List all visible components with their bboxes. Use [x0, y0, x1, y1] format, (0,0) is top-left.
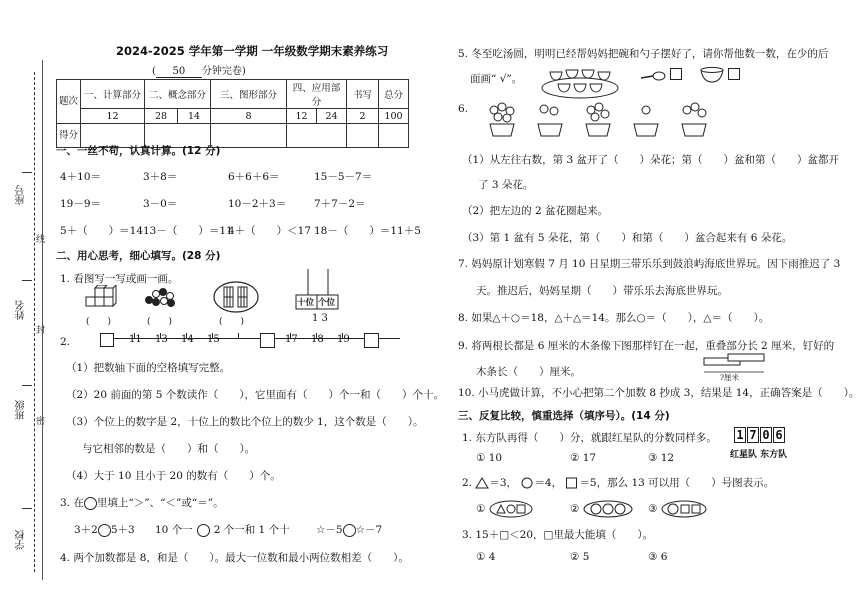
cubes-picture — [84, 285, 118, 311]
name-underline — [22, 280, 32, 281]
seal-mark-seal: 封 — [36, 326, 46, 336]
col-figure: 三、图形部分 — [211, 80, 287, 109]
q3-compare-2: 10 个一 2 个一和 1 个十 — [155, 524, 290, 536]
q8-text: 8. 如果△＋○＝18，△＋△＝14。那么○＝（ ），△＝（ ）。 — [458, 312, 770, 324]
stick-bundles-picture — [212, 280, 260, 314]
seat-number-label: 座号 — [16, 185, 27, 205]
s3-q2-option-1[interactable]: ① — [476, 500, 533, 518]
calc-item: 3－0＝ — [143, 198, 178, 210]
answer-paren: ( ) — [219, 317, 245, 327]
class-label: 班级 — [16, 400, 27, 420]
number-line-label: 11 — [129, 334, 142, 345]
score-table — [56, 79, 409, 148]
calc-item: 5＋（ ）＝14 — [60, 225, 144, 237]
s3-q2-option-3[interactable]: ③ — [648, 500, 707, 518]
margin-line — [42, 60, 43, 580]
score-entry[interactable] — [211, 124, 287, 148]
q5-text: 5. 冬至吃汤圆，明明已经帮妈妈把碗和勺子摆好了，请你帮他数一数，在少的后 — [458, 48, 829, 60]
scoreboard-label: 红星队 东方队 — [730, 450, 788, 460]
calc-item: 18－（ ）＝11＋5 — [314, 225, 421, 237]
s3-q2-option-2[interactable]: ② — [570, 500, 633, 518]
q2-item-1: （1）把数轴下面的空格填写完整。 — [66, 362, 231, 374]
s3-q3-option[interactable]: ① 4 — [476, 551, 496, 563]
q2-item-2: （2）20 前面的第 5 个数读作（ ），它里面有（ ）个一和（ ）个十。 — [66, 389, 444, 401]
triangle-icon — [475, 477, 489, 489]
beads-picture — [144, 286, 176, 308]
number-blank-box[interactable] — [260, 333, 275, 348]
scoreboard-digit: 0 — [760, 427, 772, 443]
s3-q3-option[interactable]: ② 5 — [570, 551, 590, 563]
s3-q1-option[interactable]: ③ 12 — [648, 452, 675, 464]
calc-item: 6＋6＋6＝ — [228, 171, 280, 183]
calc-item: 4＋（ ）＜17 — [228, 225, 312, 237]
q9-text: 9. 将两根长都是 6 厘米的木条像下图那样钉在一起，重叠部分长 2 厘米，钉好的 — [458, 340, 835, 352]
scoreboard-digit: 1 — [734, 427, 746, 443]
answer-paren: ( ) — [147, 317, 173, 327]
q2-item-3b: 与它相邻的数是（ ）和（ ）。 — [82, 443, 256, 455]
scoreboard-digit: 6 — [773, 427, 785, 443]
number-line-label: 14 — [181, 334, 194, 345]
number-blank-box[interactable] — [100, 333, 114, 347]
calc-item: 3＋8＝ — [143, 171, 178, 183]
bowls-tray-picture — [540, 64, 620, 100]
time-limit: ( 50 分钟完卷) — [152, 66, 246, 77]
wood-length-label: ?厘米 — [720, 373, 740, 382]
s3-q1-text: 1. 东方队再得（ ）分，就跟红星队的分数同样多。 — [462, 432, 717, 444]
points-cell: 12 — [287, 109, 317, 124]
score-entry[interactable] — [347, 124, 379, 148]
q2-item-4: （4）大于 10 且小于 20 的数有（ ）个。 — [66, 470, 281, 482]
points-cell: 8 — [211, 109, 287, 124]
s3-q2-text: 2. ＝3， ＝4， ＝5，那么 13 可以用（ ）号图表示。 — [462, 477, 775, 489]
check-box-spoon[interactable] — [670, 68, 682, 80]
shapes-option-3-icon — [661, 500, 707, 518]
row-header-score: 得分 — [57, 124, 81, 148]
time-limit-value: 50 — [156, 66, 202, 78]
points-cell: 2 — [347, 109, 379, 124]
points-cell: 100 — [379, 109, 409, 124]
q6-item-1: （1）从左往右数，第 3 盆开了（ ）朵花；第（ ）盆和第（ ）盆都开 — [462, 154, 840, 166]
bowl-icon — [700, 66, 724, 84]
q1-text: 1. 看图写一写或画一画。 — [60, 273, 179, 285]
section1-title: 一、一丝不苟，认真计算。(12 分) — [56, 145, 221, 157]
seat-underline — [22, 172, 32, 173]
q7-text: 7. 妈妈原计划寒假 7 月 10 日星期三带乐乐到鼓浪屿海底世界玩。因下雨推迟了 3 — [458, 258, 841, 270]
class-underline — [22, 385, 32, 386]
number-line-label: 15 — [207, 334, 220, 345]
seal-mark-line: 线 — [36, 235, 46, 245]
q3-compare-1: 3＋2 5＋3 — [74, 524, 135, 536]
compare-circle-example — [84, 497, 97, 510]
q3-text: 3. 在 里填上“＞”、“＜”或“＝”。 — [60, 497, 224, 509]
flower-pots-picture — [484, 102, 724, 138]
col-total: 总分 — [379, 80, 409, 109]
spoon-icon — [640, 68, 666, 84]
number-line-label: 19 — [337, 334, 350, 345]
abacus-value: 1 3 — [312, 313, 328, 324]
calc-item: 13－（ ）＝11 — [143, 225, 233, 237]
q10-text: 10. 小马虎做计算，不小心把第二个加数 8 抄成 3，结果是 14，正确答案是（ ）。 — [458, 387, 860, 399]
q7-text-b: 天。推迟后，妈妈星期（ ）带乐乐去海底世界玩。 — [476, 285, 728, 297]
col-writing: 书写 — [347, 80, 379, 109]
check-box-bowl[interactable] — [728, 68, 740, 80]
calc-item: 15－5－7＝ — [314, 171, 373, 183]
q2-item-3: （3）个位上的数字是 2，十位上的数比个位上的数少 1，这个数是（ ）。 — [66, 416, 424, 428]
q2-number: 2. — [60, 336, 71, 348]
number-line — [104, 338, 400, 339]
calc-item: 7＋7－2＝ — [314, 198, 366, 210]
points-cell: 14 — [178, 109, 211, 124]
q6-number: 6. — [458, 103, 469, 115]
points-cell: 12 — [81, 109, 145, 124]
s3-q1-option[interactable]: ② 17 — [570, 452, 597, 464]
q6-item-1b: 了 3 朵花。 — [478, 179, 534, 191]
calc-item: 4＋10＝ — [60, 171, 102, 183]
name-label: 姓名 — [16, 300, 27, 320]
compare-circle[interactable] — [197, 524, 210, 537]
section2-title: 二、用心思考，细心填写。(28 分) — [56, 250, 221, 262]
square-icon — [565, 477, 579, 489]
score-entry[interactable] — [379, 124, 409, 148]
score-entry[interactable] — [287, 124, 347, 148]
compare-circle[interactable] — [343, 524, 356, 537]
q6-item-2: （2）把左边的 2 盆花圈起来。 — [462, 205, 609, 217]
number-line-label: 13 — [155, 334, 168, 345]
s3-q3-option[interactable]: ③ 6 — [648, 551, 668, 563]
number-line-tick — [238, 333, 239, 339]
section3-title: 三、反复比较，慎重选择（填序号）。(14 分) — [458, 410, 670, 422]
q5-text-b: 面画“ √”。 — [470, 73, 523, 85]
number-line-label: 17 — [285, 334, 298, 345]
compare-circle[interactable] — [98, 524, 111, 537]
answer-paren: ( ) — [86, 317, 112, 327]
scoreboard-digit: 7 — [747, 427, 759, 443]
seal-dashed-line — [34, 72, 35, 572]
scoreboard — [734, 427, 786, 443]
exam-title: 2024-2025 学年第一学期 一年级数学期末素养练习 — [116, 44, 389, 58]
q6-item-3: （3）第 1 盆有 5 朵花，第（ ）和第（ ）盆合起来有 6 朵花。 — [462, 232, 793, 244]
q3-compare-3: ☆－5 ☆－7 — [316, 524, 383, 536]
circle-icon — [520, 477, 534, 489]
seal-mark-secret: 密 — [36, 417, 46, 427]
number-blank-box[interactable] — [364, 333, 379, 348]
col-application: 四、应用部分 — [287, 80, 347, 109]
row-header-item: 题次 — [57, 80, 81, 124]
school-underline — [22, 508, 32, 509]
abacus-ones-label: 个位 — [318, 298, 336, 308]
abacus-tens-label: 十位 — [297, 298, 315, 308]
shapes-option-1-icon — [489, 500, 533, 518]
points-cell: 28 — [145, 109, 178, 124]
calc-item: 19－9＝ — [60, 198, 102, 210]
col-calc: 一、计算部分 — [81, 80, 145, 109]
school-label: 学校 — [16, 530, 27, 550]
calc-item: 10－2＋3＝ — [228, 198, 287, 210]
points-cell: 24 — [317, 109, 347, 124]
number-line-label: 18 — [311, 334, 324, 345]
s3-q1-option[interactable]: ① 10 — [476, 452, 503, 464]
col-concept: 二、概念部分 — [145, 80, 211, 109]
shapes-option-2-icon — [583, 500, 633, 518]
q4-text: 4. 两个加数都是 8，和是（ ）。最大一位数和最小两位数相差（ ）。 — [60, 552, 409, 564]
s3-q3-text: 3. 15＋□＜20，□里最大能填（ ）。 — [462, 529, 654, 541]
q9-text-b: 木条长（ ）厘米。 — [476, 366, 581, 378]
